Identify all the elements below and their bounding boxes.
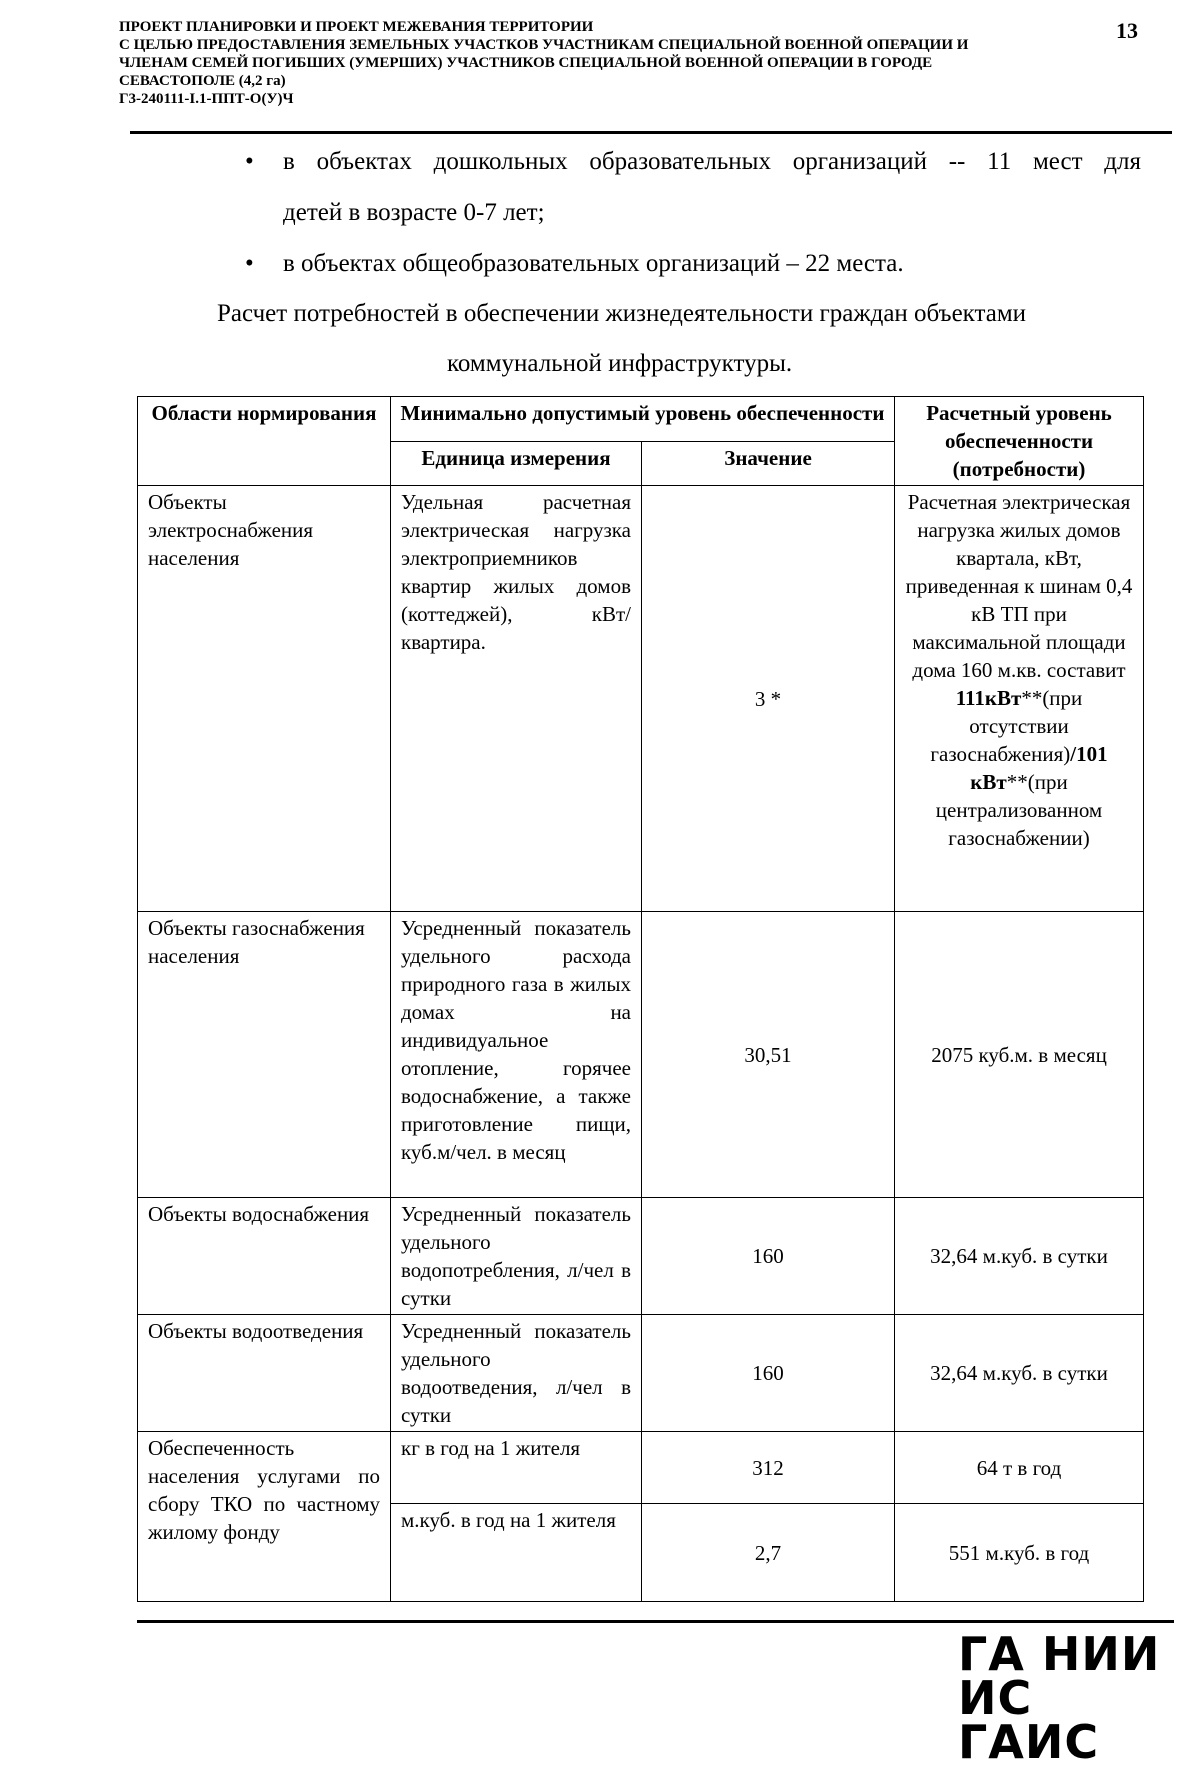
header-line: С ЦЕЛЬЮ ПРЕДОСТАВЛЕНИЯ ЗЕМЕЛЬНЫХ УЧАСТКОВ УЧАСТНИКАМ СПЕЦИАЛЬНОЙ ВОЕННОЙ ОПЕРАЦИИ И xyxy=(119,37,969,53)
institute-logo xyxy=(958,1627,1178,1769)
table-header-row xyxy=(138,397,1144,442)
bullet-text: в объектах дошкольных образовательных организаций -- 11 мест для xyxy=(283,148,1141,175)
cell-value: 160 xyxy=(642,1315,895,1432)
header-line: ПРОЕКТ ПЛАНИРОВКИ И ПРОЕКТ МЕЖЕВАНИЯ ТЕРРИТОРИИ xyxy=(119,19,594,35)
header-area: Области нормирования xyxy=(138,397,391,486)
cell-calc: 2075 куб.м. в месяц xyxy=(895,912,1144,1198)
logo-text: ИС ГАИС xyxy=(958,1671,1100,1769)
cell-unit: м.куб. в год на 1 жителя xyxy=(391,1504,642,1602)
header-line: ЧЛЕНАМ СЕМЕЙ ПОГИБШИХ (УМЕРШИХ) УЧАСТНИКОВ СПЕЦИАЛЬНОЙ ВОЕННОЙ ОПЕРАЦИИ В ГОРОДЕ xyxy=(119,55,933,71)
header-value: Значение xyxy=(642,441,895,486)
cell-area: Обеспеченность населения услугами по сбору ТКО по частному жилому фонду xyxy=(138,1432,391,1602)
cell-value: 160 xyxy=(642,1198,895,1315)
cell-calc: 32,64 м.куб. в сутки xyxy=(895,1198,1144,1315)
cell-value: 2,7 xyxy=(642,1504,895,1602)
infrastructure-table xyxy=(137,396,1144,1602)
header-unit: Единица измерения xyxy=(391,441,642,486)
cell-value: 3 * xyxy=(642,486,895,912)
footer-divider xyxy=(137,1620,1174,1623)
document-code: Г3-240111-I.1-ППТ-О(У)Ч xyxy=(119,91,294,107)
bullet-text: в объектах общеобразовательных организаций – 22 места. xyxy=(283,250,904,277)
header-divider xyxy=(130,131,1172,134)
cell-unit: Усредненный показатель удельного расхода природного газа в жилых домах на индивидуальное отопление, горячее водоснабжение, а также приготовление пищи, куб.м/чел. в месяц xyxy=(391,912,642,1198)
cell-area: Объекты газоснабжения населения xyxy=(138,912,391,1198)
cell-unit: кг в год на 1 жителя xyxy=(391,1432,642,1504)
table-row xyxy=(138,1315,1144,1432)
calc-text: Расчетная электрическая нагрузка жилых домов квартала, кВт, приведенная к шинам 0,4 кВ ТП при максимальной площади дома 160 м.кв. составит xyxy=(905,490,1133,682)
bullet-text: детей в возрасте 0-7 лет; xyxy=(283,199,545,226)
table-row xyxy=(138,1432,1144,1504)
table-row xyxy=(138,912,1144,1198)
cell-calc: 32,64 м.куб. в сутки xyxy=(895,1315,1144,1432)
cell-area: Объекты водоотведения xyxy=(138,1315,391,1432)
calc-bold: 111кВт xyxy=(955,686,1022,710)
header-line: СЕВАСТОПОЛЕ (4,2 га) xyxy=(119,73,286,89)
table-row xyxy=(138,486,1144,912)
cell-calc xyxy=(895,486,1144,912)
calc-text: **(при централизованном газоснабжении) xyxy=(935,770,1103,850)
cell-unit: Усредненный показатель удельного водопотребления, л/чел в сутки xyxy=(391,1198,642,1315)
calc-bold: /101 кВт xyxy=(970,742,1108,794)
cell-area: Объекты электроснабжения населения xyxy=(138,486,391,912)
cell-unit: Удельная расчетная электрическая нагрузка электроприемников квартир жилых домов (коттеджей), кВт/квартира. xyxy=(391,486,642,912)
cell-value: 312 xyxy=(642,1432,895,1504)
logo-text: ГА НИИ xyxy=(958,1627,1161,1681)
table-row xyxy=(138,1198,1144,1315)
cell-calc: 551 м.куб. в год xyxy=(895,1504,1144,1602)
paragraph-line: Расчет потребностей в обеспечении жизнедеятельности граждан объектами xyxy=(217,300,1027,327)
paragraph-line: коммунальной инфраструктуры. xyxy=(447,350,793,377)
header-min-level: Минимально допустимый уровень обеспеченности xyxy=(391,397,895,442)
page-number: 13 xyxy=(1116,18,1138,43)
header-calc: Расчетный уровень обеспеченности (потребности) xyxy=(895,397,1144,486)
bullet-icon: • xyxy=(245,148,254,175)
document-header xyxy=(119,18,1129,108)
calc-text: **(при отсутствии газоснабжения) xyxy=(930,686,1083,766)
bullet-icon: • xyxy=(245,250,254,277)
cell-value: 30,51 xyxy=(642,912,895,1198)
cell-unit: Усредненный показатель удельного водоотведения, л/чел в сутки xyxy=(391,1315,642,1432)
cell-calc: 64 т в год xyxy=(895,1432,1144,1504)
cell-area: Объекты водоснабжения xyxy=(138,1198,391,1315)
